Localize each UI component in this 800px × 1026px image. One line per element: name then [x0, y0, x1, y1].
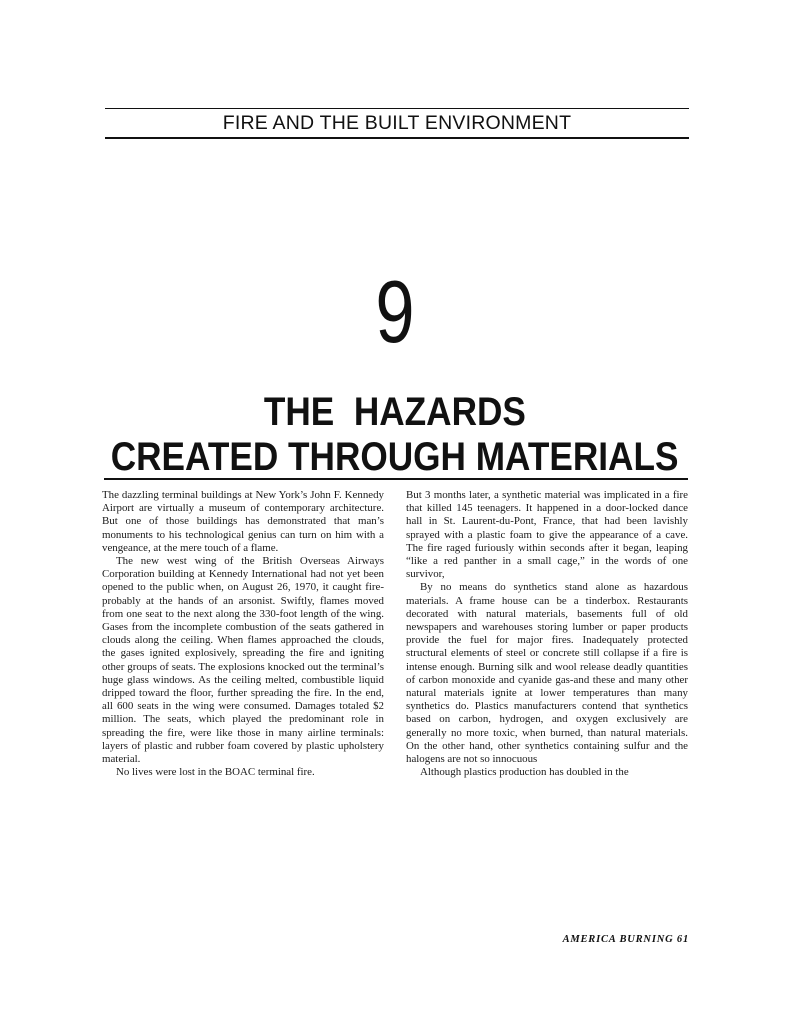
- paragraph: The new west wing of the British Overseas Airways Corporation building at Kennedy International had not yet been opened to the public when, on August 26, 1970, it caught fire-probably at the hands of an arsonist. Swiftly, flames moved from one seat to the next along the 330-foot length of the wing. Gases from the incomplete combustion of the seats gathered in clouds along the ceiling. When flames approached the clouds, the gases ignited explosively, spreading the fire and igniting other groups of seats. The explosions knocked out the terminal’s huge glass windows. As the ceiling melted, combustible liquid dripped toward the floor, further spreading the fire. In the end, all 600 seats in the wing were consumed. Damages totaled $2 million. The seats, which played the predominant role in spreading the fire, were like those in many airline terminals: layers of plastic and rubber foam covered by plastic upholstery material.: [102, 555, 384, 766]
- chapter-title-rule: [104, 478, 688, 480]
- paragraph: No lives were lost in the BOAC terminal fire.: [116, 766, 315, 779]
- chapter-title-line-2-text: CREATED THROUGH MATERIALS: [111, 435, 679, 479]
- running-footer: AMERICA BURNING 61: [562, 934, 689, 945]
- header-top-rule: [105, 108, 689, 109]
- section-title: FIRE AND THE BUILT ENVIRONMENT: [222, 112, 572, 134]
- paragraph: Although plastics production has doubled in the: [420, 766, 629, 779]
- body-column-left: [102, 489, 384, 779]
- chapter-title-line-2: [0, 437, 790, 477]
- chapter-title-line-1: [0, 392, 790, 432]
- body-column-right: [406, 489, 688, 779]
- paragraph: By no means do synthetics stand alone as hazardous materials. A frame house can be a tinderbox. Restaurants decorated with natural materials, basements full of old newspapers and warehouses storing lumber or paper products provide the fuel for major fires. Inadequately protected structural elements of steel or concrete still collapse if a fire is intense enough. Burning silk and wool release deadly quantities of carbon monoxide and cyanide gas-and these and many other natural materials ignite at lower temperatures than many synthetics do. Plastics manufacturers contend that synthetics based on carbon, hydrogen, and oxygen exclusively are generally no more toxic, when burned, than natural materials. On the other hand, other synthetics containing sulfur and the halogens are not so innocuous: [406, 581, 688, 766]
- paragraph: But 3 months later, a synthetic material was implicated in a fire that killed 145 teenagers. It happened in a door-locked dance hall in St. Laurent-du-Pont, France, that had been lavishly sprayed with a plastic foam to give the appearance of a cave. The fire raged furiously within seconds after it began, leaping “like a red panther in a small cage,” in the words of one survivor,: [406, 489, 688, 581]
- header-bottom-rule: [105, 137, 689, 139]
- chapter-number: 9: [375, 262, 415, 361]
- paragraph: The dazzling terminal buildings at New York’s John F. Kennedy Airport are virtually a museum of contemporary architecture. But one of those buildings has demonstrated that man’s monuments to his technological genius can turn on him with a vengeance, at the mere touch of a flame.: [102, 489, 384, 554]
- chapter-title-line-1-text: THE HAZARDS: [263, 390, 527, 434]
